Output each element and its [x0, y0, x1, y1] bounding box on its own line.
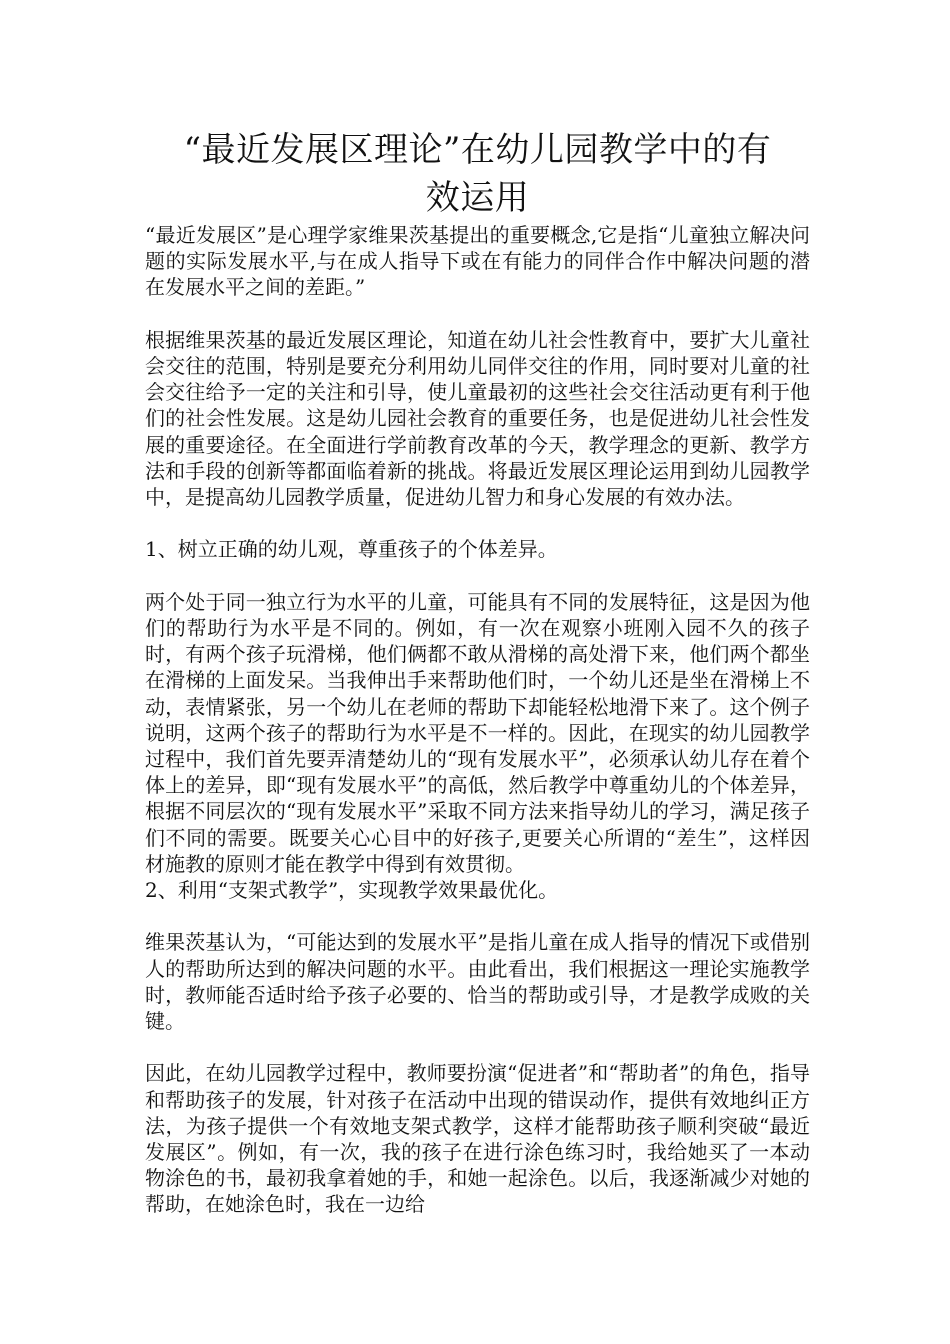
title-line-1: “最近发展区理论”在幼儿园教学中的有: [183, 130, 772, 170]
section-heading-2: 2、利用“支架式教学”，实现教学效果最优化。: [145, 878, 559, 903]
paragraph-scaffolding-example: 因此，在幼儿园教学过程中，教师要扮演“促进者”和“帮助者”的角色，指导和帮助孩子的发展，针对孩子在活动中出现的错误动作，提供有效地纠正方法，为孩子提供一个有效地支架式教学，这样才能帮助孩子顺利突破“最近发展区”。例如，有一次，我的孩子在进行涂色练习时，我给她买了一本动物涂色的书，最初我拿着她的手，和她一起涂色。以后，我逐渐减少对她的帮助，在她涂色时，我在一边给: [145, 1061, 810, 1217]
paragraph-spacer: [145, 903, 810, 929]
paragraph-spacer: [145, 301, 810, 327]
paragraph-spacer: [145, 563, 810, 589]
document-title: [145, 126, 810, 222]
paragraph-spacer: [145, 510, 810, 536]
paragraph-spacer: [145, 1034, 810, 1060]
section-heading-1: 1、树立正确的幼儿观，尊重孩子的个体差异。: [145, 537, 558, 562]
paragraph-scaffolding-theory: 维果茨基认为，“可能达到的发展水平”是指儿童在成人指导的情况下或借别人的帮助所达到的解决问题的水平。由此看出，我们根据这一理论实施教学时，教师能否适时给予孩子必要的、恰当的帮助或引导，才是教学成败的关键。: [145, 930, 810, 1034]
paragraph-individual-differences: 两个处于同一独立行为水平的儿童，可能具有不同的发展特征，这是因为他们的帮助行为水平是不同的。例如，有一次在观察小班刚入园不久的孩子时，有两个孩子玩滑梯，他们俩都不敢从滑梯的高处滑下来，他们两个都坐在滑梯的上面发呆。当我伸出手来帮助他们时，一个幼儿还是坐在滑梯上不动，表情紧张，另一个幼儿在老师的帮助下却能轻松地滑下来了。这个例子说明，这两个孩子的帮助行为水平是不一样的。因此，在现实的幼儿园教学过程中，我们首先要弄清楚幼儿的“现有发展水平”，必须承认幼儿存在着个体上的差异，即“现有发展水平”的高低，然后教学中尊重幼儿的个体差异，根据不同层次的“现有发展水平”采取不同方法来指导幼儿的学习，满足孩子们不同的需要。既要关心心目中的好孩子,更要关心所谓的“差生”，这样因材施教的原则才能在教学中得到有效贯彻。: [145, 589, 810, 876]
title-line-2: 效运用: [425, 178, 530, 218]
paragraph-definition: “最近发展区”是心理学家维果茨基提出的重要概念,它是指“儿童独立解决问题的实际发展水平,与在成人指导下或在有能力的同伴合作中解决问题的潜在发展水平之间的差距。”: [145, 223, 810, 300]
paragraph-theory-application: 根据维果茨基的最近发展区理论，知道在幼儿社会性教育中，要扩大儿童社会交往的范围，特别是要充分利用幼儿同伴交往的作用，同时要对儿童的社会交往给予一定的关注和引导，使儿童最初的这些社会交往活动更有利于他们的社会性发展。这是幼儿园社会教育的重要任务，也是促进幼儿社会性发展的重要途径。在全面进行学前教育改革的今天，教学理念的更新、教学方法和手段的创新等都面临着新的挑战。将最近发展区理论运用到幼儿园教学中，是提高幼儿园教学质量，促进幼儿智力和身心发展的有效办法。: [145, 327, 810, 510]
document-page: [145, 126, 810, 1218]
